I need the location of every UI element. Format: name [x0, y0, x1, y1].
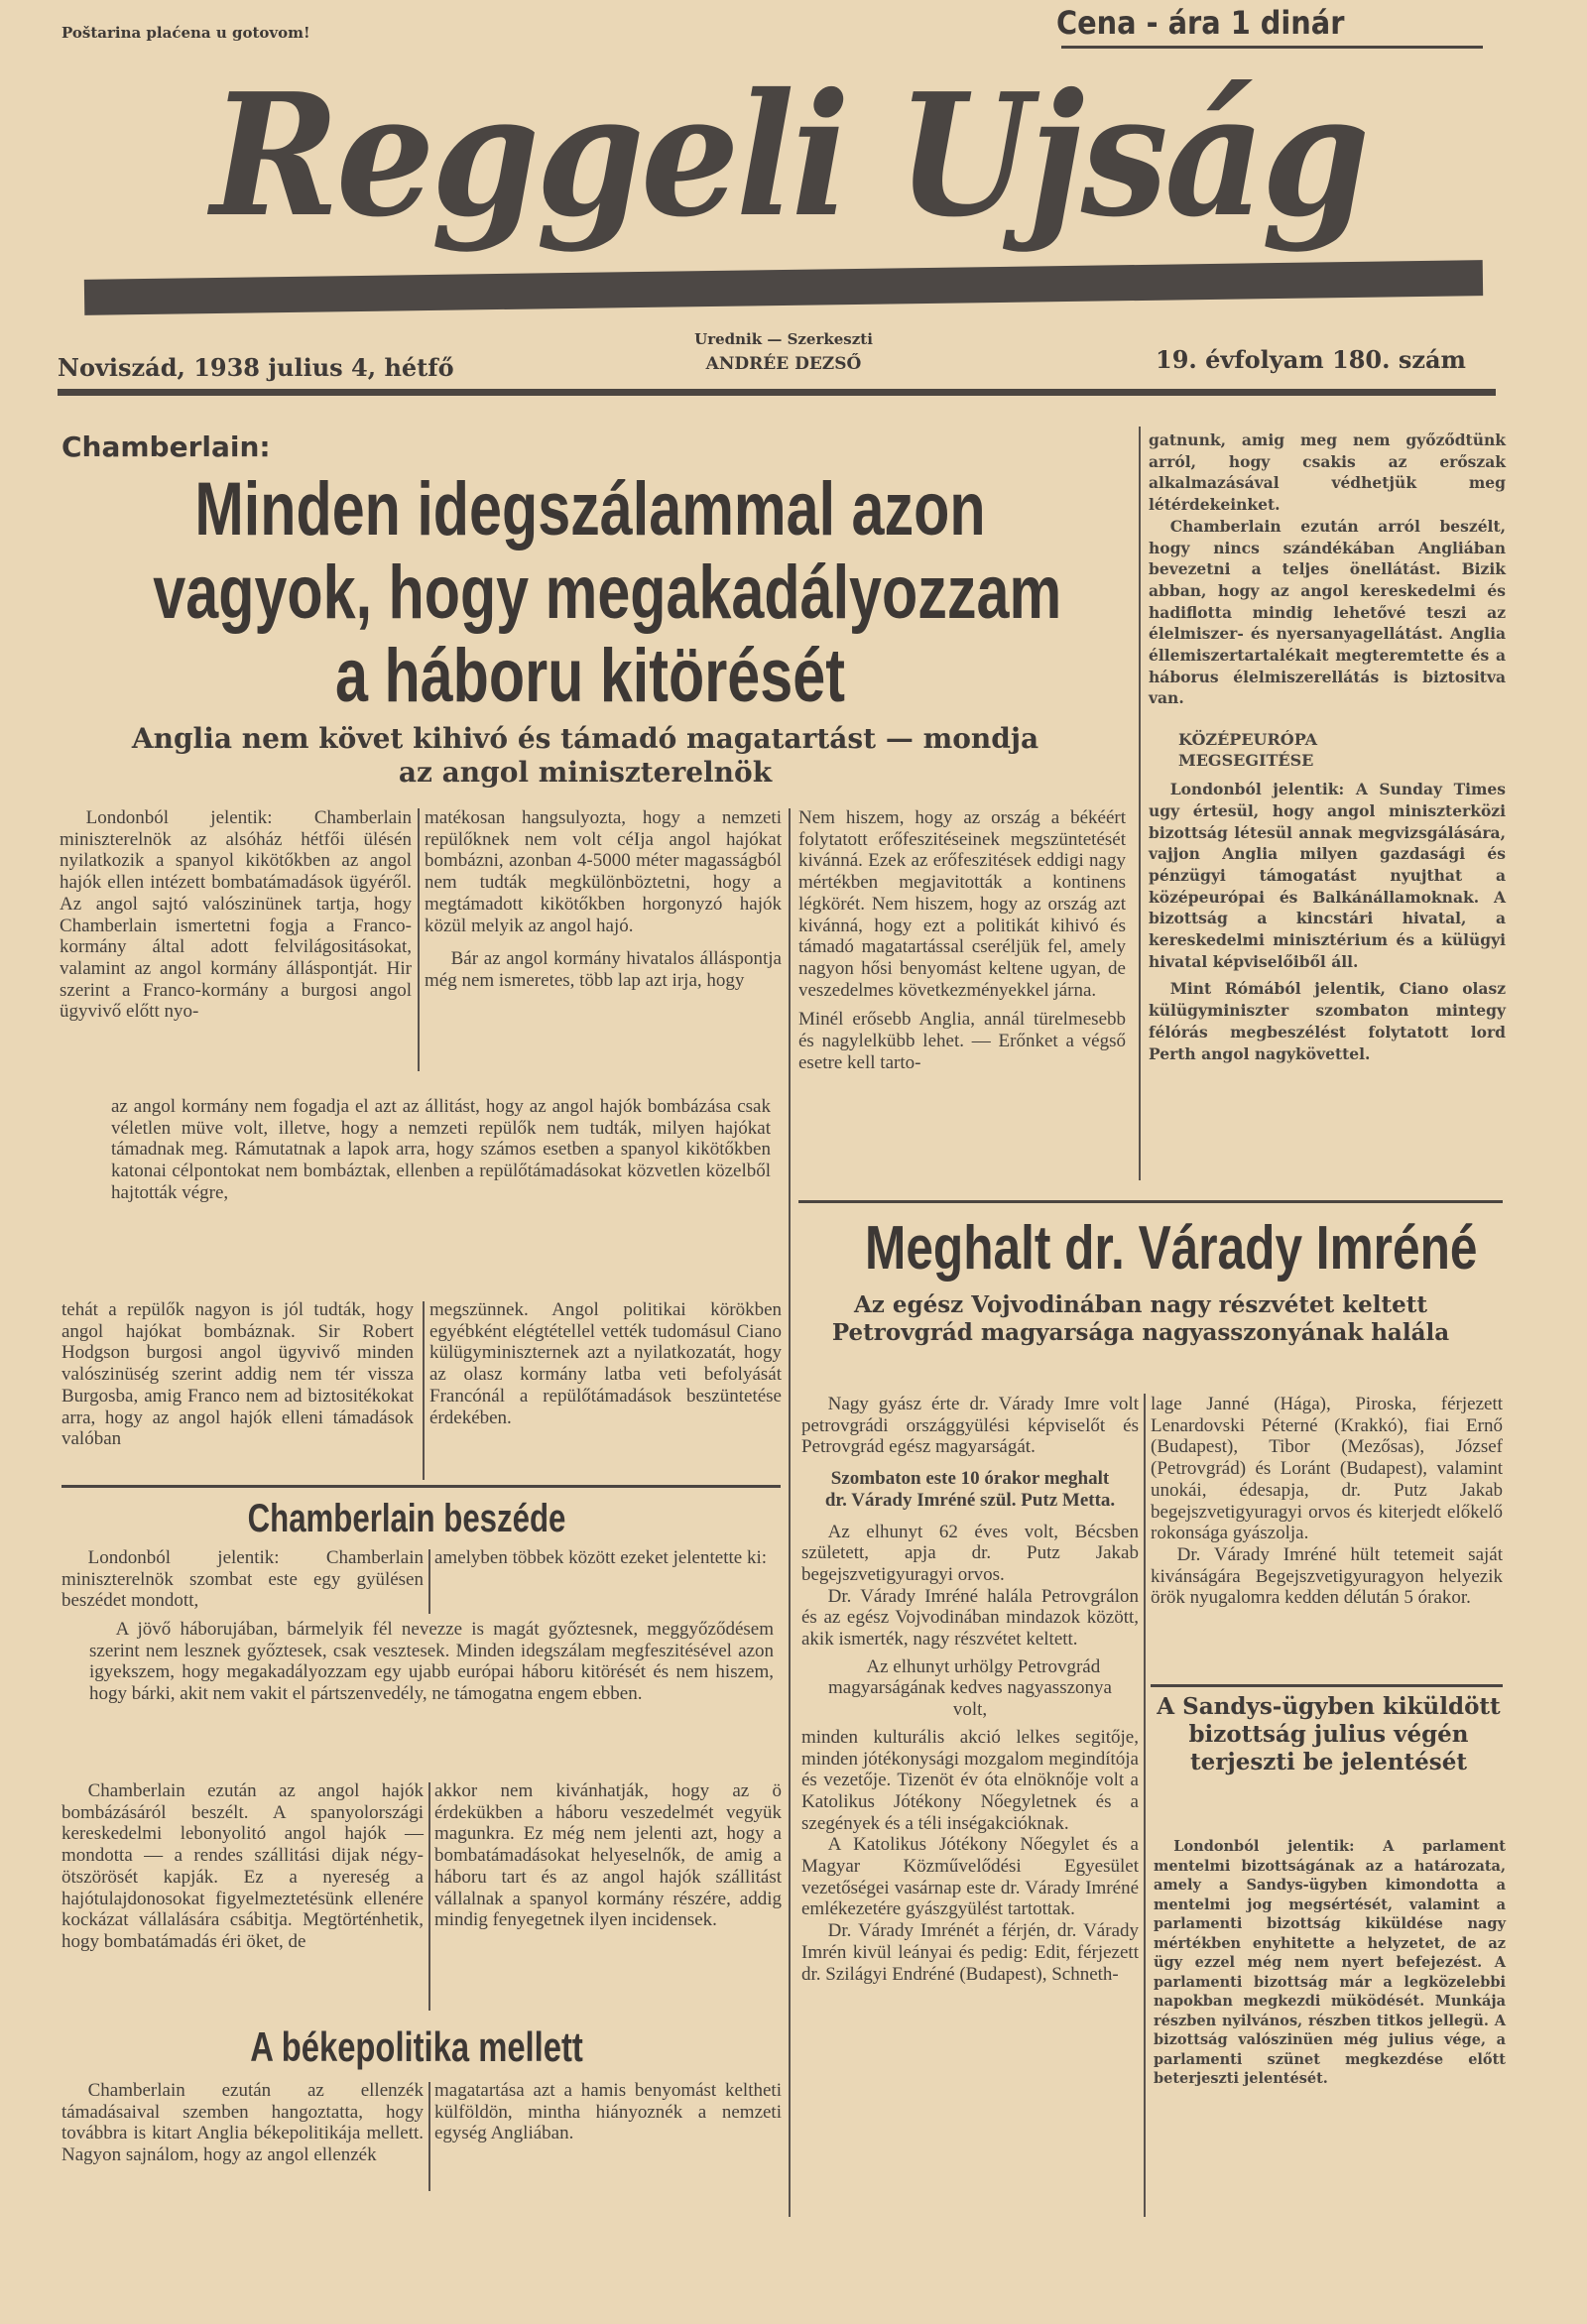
paragraph: amelyben többek között ezeket jelentette ki: — [434, 1547, 768, 1568]
paragraph: Az elhunyt 62 éves volt, Bécsben született, apja dr. Putz Jakab begejszvetigyuragyi orvos. — [801, 1521, 1139, 1585]
column-rule — [423, 1301, 425, 1480]
lead-headline — [30, 468, 1151, 718]
speech-col1 — [61, 1780, 424, 1953]
speech-intro2 — [434, 1547, 782, 1569]
lead-col3 — [798, 807, 1126, 1073]
column-rule — [428, 2082, 430, 2191]
section-rule — [798, 1200, 1503, 1203]
paragraph: Londonból jelentik: Chamberlain miniszterelnök az alsóház hétfői ülésén nyilatkozik a spanyol kikötőkben az angol hajók ellen intézett bombatámadások ügyéről. Az angol sajtó valószinünek tartja, hogy Chamberlain ismertetni fogja a Franco-kormány által adott felvilágositásokat, valamint az angol kormány álláspontját. Hir szerint a Franco-kormány a burgosi angol ügyvivő előtt nyo- — [60, 807, 412, 1023]
column-rule — [418, 808, 420, 1071]
paragraph: A jövő háborujában, bármelyik fél nevezze is magát győztesnek, meggyőződésem szerint nem lesznek győztesek, csak vesztesek. Minden idegszálam megfeszitésével azon igyekszem, hogy megakadályozzam egy ujabb európai háboru kitörését és nem hiszem, hogy bárki, akit nem vakit el pártszenvedély, ne támogatna engem ebben. — [89, 1619, 774, 1705]
paragraph: Az elhunyt urhölgy Petrovgrád magyarságának kedves nagyasszonya volt, — [828, 1655, 1112, 1721]
paragraph: Mint Rómából jelentik, Ciano olasz külügyminiszter szombaton mintegy félórás megbeszélést folytatott lord Perth angol nagykövettel. — [1149, 979, 1506, 1063]
sandys-body — [1154, 1837, 1506, 2089]
lead-col2 — [425, 807, 782, 992]
obituary-col1 — [801, 1394, 1139, 1985]
section-subheading: KÖZÉPEURÓPA MEGSEGITÉSE — [1178, 730, 1317, 771]
headline-line: Minden idegszálammal azon — [194, 467, 986, 551]
postage-note: Poštarina plaćena u gotovom! — [61, 24, 310, 42]
masthead-bar — [84, 260, 1483, 315]
lead-subhead — [40, 722, 1131, 790]
paragraph: Bár az angol kormány hivatalos álláspontja még nem ismeretes, több lap azt irja, hogy — [425, 948, 782, 991]
sandys-headline: A Sandys-ügyben kiküldött bizottság julius végén terjeszti be jelentését — [1157, 1693, 1501, 1775]
masthead-title: Reggeli Ujság — [210, 57, 1367, 255]
obituary-title: Meghalt dr. Várady Imréné — [865, 1214, 1478, 1283]
paragraph: gatnunk, amig meg nem győződtünk arról, hogy csakis az erőszak alkalmazásával védhetjük meg létérdekeinket. — [1149, 430, 1506, 515]
paragraph: Londonból jelentik: A parlament mentelmi bizottságának az a határozata, amely a Sandys-ügyben kimondotta a mentelmi jog megsértését, valamint a parlamenti bizottság kiküldése nagy mértékben enyhitette a helyzetet, de az ügy ezzel még nem nyert befejezést. A parlamenti bizottság már a legközelebbi napokban megkezdi müködését. Munkája részben nyilvános, részben titkos jellegü. A bizottság valószinüen még julius vége, a parlamenti szünet megkezdése előtt beterjeszti jelentését. — [1154, 1838, 1506, 2087]
paragraph: lage Janné (Hága), Piroska, férjezett Lenardovski Péterné (Krakkó), fiai Ernő (Budapest), Tibor (Mezősas), József (Petrovgrád) és Loránt (Budapest), valamint unokái, édesapja, dr. Putz Jakab begejszvetigyuragyi orvos és kiterjedt előkelő rokonsága gyászolja. — [1151, 1394, 1503, 1544]
paragraph: megszünnek. Angol politikai körökben egyébként elégtétellel vették tudomásul Ciano külügyminiszternek azt a nyilatkozatát, hogy az olasz kormány latba veti befolyását Francónál a repülőtámadások beszüntetése érdekében. — [429, 1299, 782, 1428]
paragraph: A Katolikus Jótékony Nőegylet és a Magyar Közművelődési Egyesület vezetőségei vasárnap este dr. Várady Imréné emlékezetére gyászgyülést tartottak. — [801, 1834, 1139, 1920]
paragraph: Minél erősebb Anglia, annál türelmesebb és nagylelkübb lehet. — Erőnket a végső esetre kell tarto- — [798, 1009, 1126, 1073]
speech-col2 — [434, 1780, 782, 1931]
speech-heading2: A békepolitika mellett — [250, 2023, 583, 2070]
price-label: Cena - ára 1 dinár — [1056, 4, 1345, 42]
paragraph: Nem hiszem, hogy az ország a békéért folytatott erőfeszitéseinek megszüntetését kivánná. Ezek az erőfeszitések eddigi nagy mértékben megjavitották a kontinens légkörét. Nem hiszem, hogy az ország azt kivánná, hogy ezt a politikát kihivó és támadó magatartással cseréljük fel, amely nagyon hősi benyomást keltene ugyan, de veszedelmes következményekkel járna. — [798, 807, 1126, 1001]
speech-intro1 — [61, 1547, 424, 1612]
obituary-headline — [794, 1212, 1508, 1285]
paragraph: Dr. Várady Imrénét a férjén, dr. Várady Imrén kivül leányai és pedig: Edit, férjezett dr. Szilágyi Endréné (Budapest), Schneth- — [801, 1920, 1139, 1985]
paragraph: Londonból jelentik: Chamberlain miniszterelnök szombat este egy gyülésen beszédet mondott, — [61, 1547, 424, 1612]
speech-heading: Chamberlain beszéde — [247, 1497, 566, 1540]
speech-heading2-wrap — [109, 2023, 724, 2071]
lead-col2c — [429, 1299, 782, 1428]
paragraph: matékosan hangsulyozta, hogy a nemzeti repülőknek nem volt céIja angol hajókat bombázni, azonban 4-5000 méter magasságból nem tudták megkülönböztetni, hogy a megtámadott kikötőkben horgonyzó hajók közül melyik az angol hajó. — [425, 807, 782, 936]
section-rule — [61, 1485, 781, 1488]
column-rule — [1144, 1394, 1146, 2217]
speech-col1b — [61, 2080, 424, 2166]
lead-wide — [111, 1096, 771, 1204]
paragraph: magatartása azt a hamis benyomást keltheti külföldön, mintha hiányoznék a nemzeti egység Angliában. — [434, 2080, 782, 2144]
lead-col1 — [60, 807, 412, 1023]
speech-quote — [89, 1619, 774, 1705]
lead-col1b — [61, 1299, 414, 1450]
paragraph: Londonból jelentik: A Sunday Times ugy értesül, hogy angol miniszterközi bizottság létesül annak megvizsgálására, vajjon Anglia milyen gazdasági és pénzügyi támogatást nyujthat a középeurópai és Balkánállamoknak. A bizottság a kincstári hivatal, a kereskedelmi minisztérium és a külügyi hivatal képviselőiből áll. — [1149, 780, 1506, 971]
column-rule — [789, 808, 791, 2217]
paragraph: Nagy gyász érte dr. Várady Imre volt petrovgrádi országgyülési képviselőt és Petrovgrád egész magyarságát. — [801, 1394, 1139, 1458]
subhead-line: az angol miniszterelnök — [398, 756, 773, 789]
obituary-notice: Szombaton este 10 órakor meghalt dr. Várady Imréné szül. Putz Metta. — [824, 1468, 1116, 1511]
obituary-subhead: Az egész Vojvodinában nagy részvétet keltett Petrovgrád magyarsága nagyasszonyának halála — [831, 1291, 1450, 1346]
section-rule — [1151, 1684, 1503, 1687]
paragraph: Chamberlain ezután az angol hajók bombázásáról beszélt. A spanyolországi kereskedelmi lebonyolitó angol hajók — mondotta — a rendes szállitási dijak négy-ötszörösét kapják. Ez a nyereség a hajótulajdonosokat figyelmeztetésünk ellenére kockázat vállalására csábitja. Megtörténhetik, hogy bombatámadás éri öket, de — [61, 1780, 424, 1952]
masthead-rule — [58, 389, 1496, 396]
lead-kicker: Chamberlain: — [61, 430, 271, 463]
column-rule — [428, 1549, 430, 1614]
paragraph: Chamberlain ezután az ellenzék támadásaival szemben hangoztatta, hogy továbbra is kitart Anglia békepolitikája mellett. Nagyon sajnálom, hogy az angol ellenzék — [61, 2080, 424, 2166]
column-rule — [428, 1782, 430, 2011]
subhead-line: Anglia nem követ kihivó és támadó magatartást — mondja — [131, 722, 1039, 755]
issue-number: 19. évfolyam 180. szám — [1156, 345, 1466, 374]
speech-col2b — [434, 2080, 782, 2144]
paragraph: tehát a repülők nagyon is jól tudták, hogy angol hajókat bombáznak. Sir Robert Hodgson burgosi angol ügyvivő minden valószinüség szerint addig nem tér vissza Burgosba, amig Franco nem ad biztositékokat arra, hogy az angol hajók elleni támadások valóban — [61, 1299, 414, 1450]
paragraph: minden kulturális akció lelkes segitője, minden jótékonysági mozgalom megindítója és vezetője. Tizenöt év óta elnöknője volt a Katolikus Jótékony Nőegyletnek és a szegények és a téli inségakcióknak. — [801, 1726, 1139, 1834]
editor-label: Urednik — Szerkeszti — [694, 330, 873, 348]
right-column-top — [1149, 429, 1506, 1064]
obituary-col2 — [1151, 1394, 1503, 1609]
paragraph: Chamberlain ezután arról beszélt, hogy nincs szándékában Angliában bevezetni a teljes önellátást. Bizik abban, hogy az angol kereskedelmi és hadiflotta mindig lehetővé teszi az élelmiszer- és nyersanyagellátást. Anglia éllemiszertartalékait megteremtette és a háborus élelmiszerellátás is biztositva van. — [1149, 516, 1506, 708]
dateline: Noviszád, 1938 julius 4, hétfő — [58, 353, 454, 382]
paragraph: Dr. Várady Imréné hült tetemeit saját kivánságára Begejszvetigyuragyon helyezik örök nyugalomra kedden délután 5 órakor. — [1151, 1543, 1503, 1609]
editor-name: ANDRÉE DEZSŐ — [705, 354, 862, 374]
column-rule — [1139, 427, 1141, 1180]
price-underline — [1061, 46, 1483, 49]
paragraph: Dr. Várady Imréné halála Petrovgrálon és az egész Vojvodinában mindazok között, akik ismerték, nagy részvétet keltett. — [801, 1585, 1139, 1651]
speech-heading-wrap — [129, 1496, 684, 1541]
headline-line: a háboru kitörését — [335, 634, 845, 718]
paragraph: az angol kormány nem fogadja el azt az állitást, hogy az angol hajók bombázása csak véletlen müve volt, illetve, hogy a nemzeti repülők nem tudták, milyen hajókat támadnak meg. Rámutatnak a lapok arra, hogy számos esetben a spanyol kikötőkben katonai célpontokat nem bombáztak, ellenben a repülőtámadásokat közvetlen közelből hajtották végre, — [111, 1096, 771, 1203]
paragraph: akkor nem kivánhatják, hogy az ö érdekükben a háboru veszedelmét vegyük magunkra. Ez még nem jelenti azt, hogy a bombatámadásokat helyeselnők, de amig a háboru tart és az angol hajók szállitást vállalnak a spanyol kormány részére, addig mindig fenyegetnek ilyen incidensek. — [434, 1780, 782, 1931]
headline-line: vagyok, hogy megakadályozzam — [153, 550, 1062, 635]
